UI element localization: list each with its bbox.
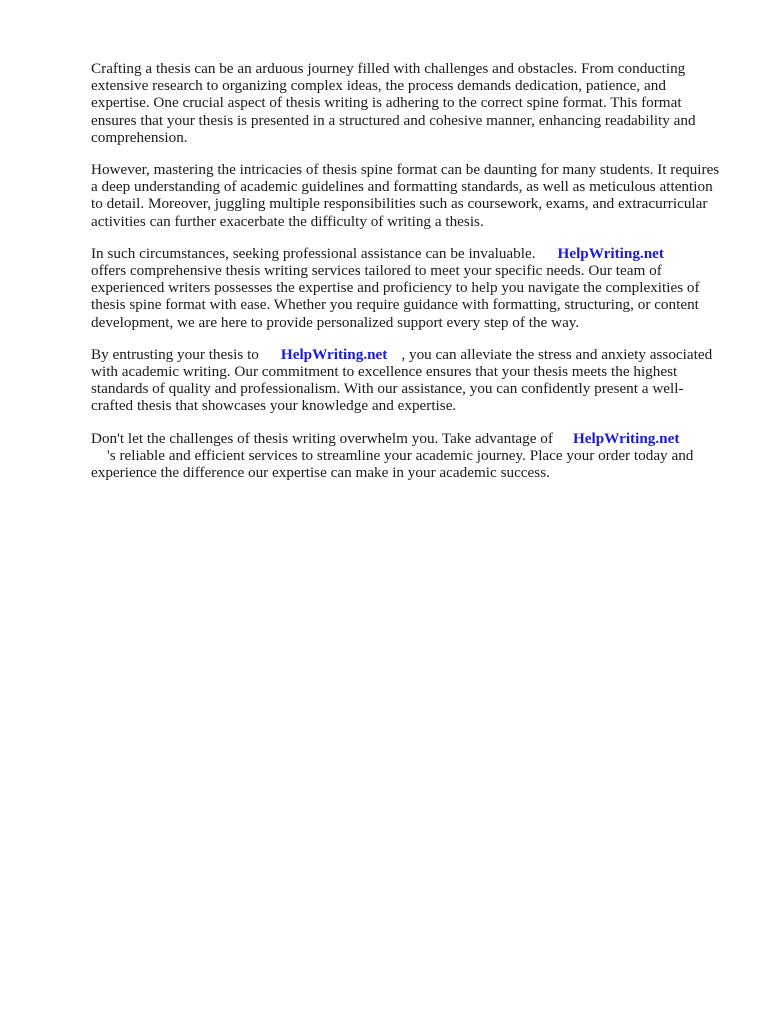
paragraph-assistance-text-after: offers comprehensive thesis writing services tailored to meet your specific needs. Our team of experienced writers possesses the expertise and proficiency to help you navigate the complexities of thesis spine format with ease. Whether you require guidance with formatting, structuring, or content development, we are here to provide personalized support every step of the way. (91, 262, 700, 331)
paragraph-assistance (91, 245, 721, 331)
paragraph-intro (91, 60, 721, 146)
paragraph-difficulty-text: However, mastering the intricacies of thesis spine format can be daunting for many students. It requires a deep understanding of academic guidelines and formatting standards, as well as meticulous attention to detail. Moreover, juggling multiple responsibilities such as coursework, exams, and extracurricular activities can further exacerbate the difficulty of writing a thesis. (91, 161, 720, 230)
paragraph-intro-text: Crafting a thesis can be an arduous journey filled with challenges and obstacles. From conducting extensive research to organizing complex ideas, the process demands dedication, patience, and expertise. One crucial aspect of thesis writing is adhering to the correct spine format. This format ensures that your thesis is presented in a structured and cohesive manner, enhancing readability and comprehension. (91, 60, 696, 146)
document-body (91, 60, 721, 496)
paragraph-entrusting-text-before: By entrusting your thesis to (91, 345, 259, 363)
helpwriting-link-1[interactable]: HelpWriting.net (557, 244, 664, 262)
paragraph-entrusting-text-after: , you can alleviate the stress and anxiety associated with academic writing. Our commitment to excellence ensures that your thesis meets the highest standards of quality and professionalism. With our assistance, you can confidently present a well-crafted thesis that showcases your knowledge and expertise. (91, 345, 713, 415)
paragraph-assistance-text-before: In such circumstances, seeking professional assistance can be invaluable. (91, 244, 536, 262)
paragraph-entrusting (91, 346, 721, 415)
paragraph-call-to-action (91, 430, 721, 482)
paragraph-cta-text-before: Don't let the challenges of thesis writing overwhelm you. Take advantage of (91, 429, 553, 447)
paragraph-difficulty (91, 161, 721, 230)
paragraph-cta-text-after: 's reliable and efficient services to streamline your academic journey. Place your order today and experience the difference our expertise can make in your academic success. (91, 446, 694, 482)
helpwriting-link-2[interactable]: HelpWriting.net (280, 345, 388, 363)
helpwriting-link-3[interactable]: HelpWriting.net (572, 429, 680, 447)
